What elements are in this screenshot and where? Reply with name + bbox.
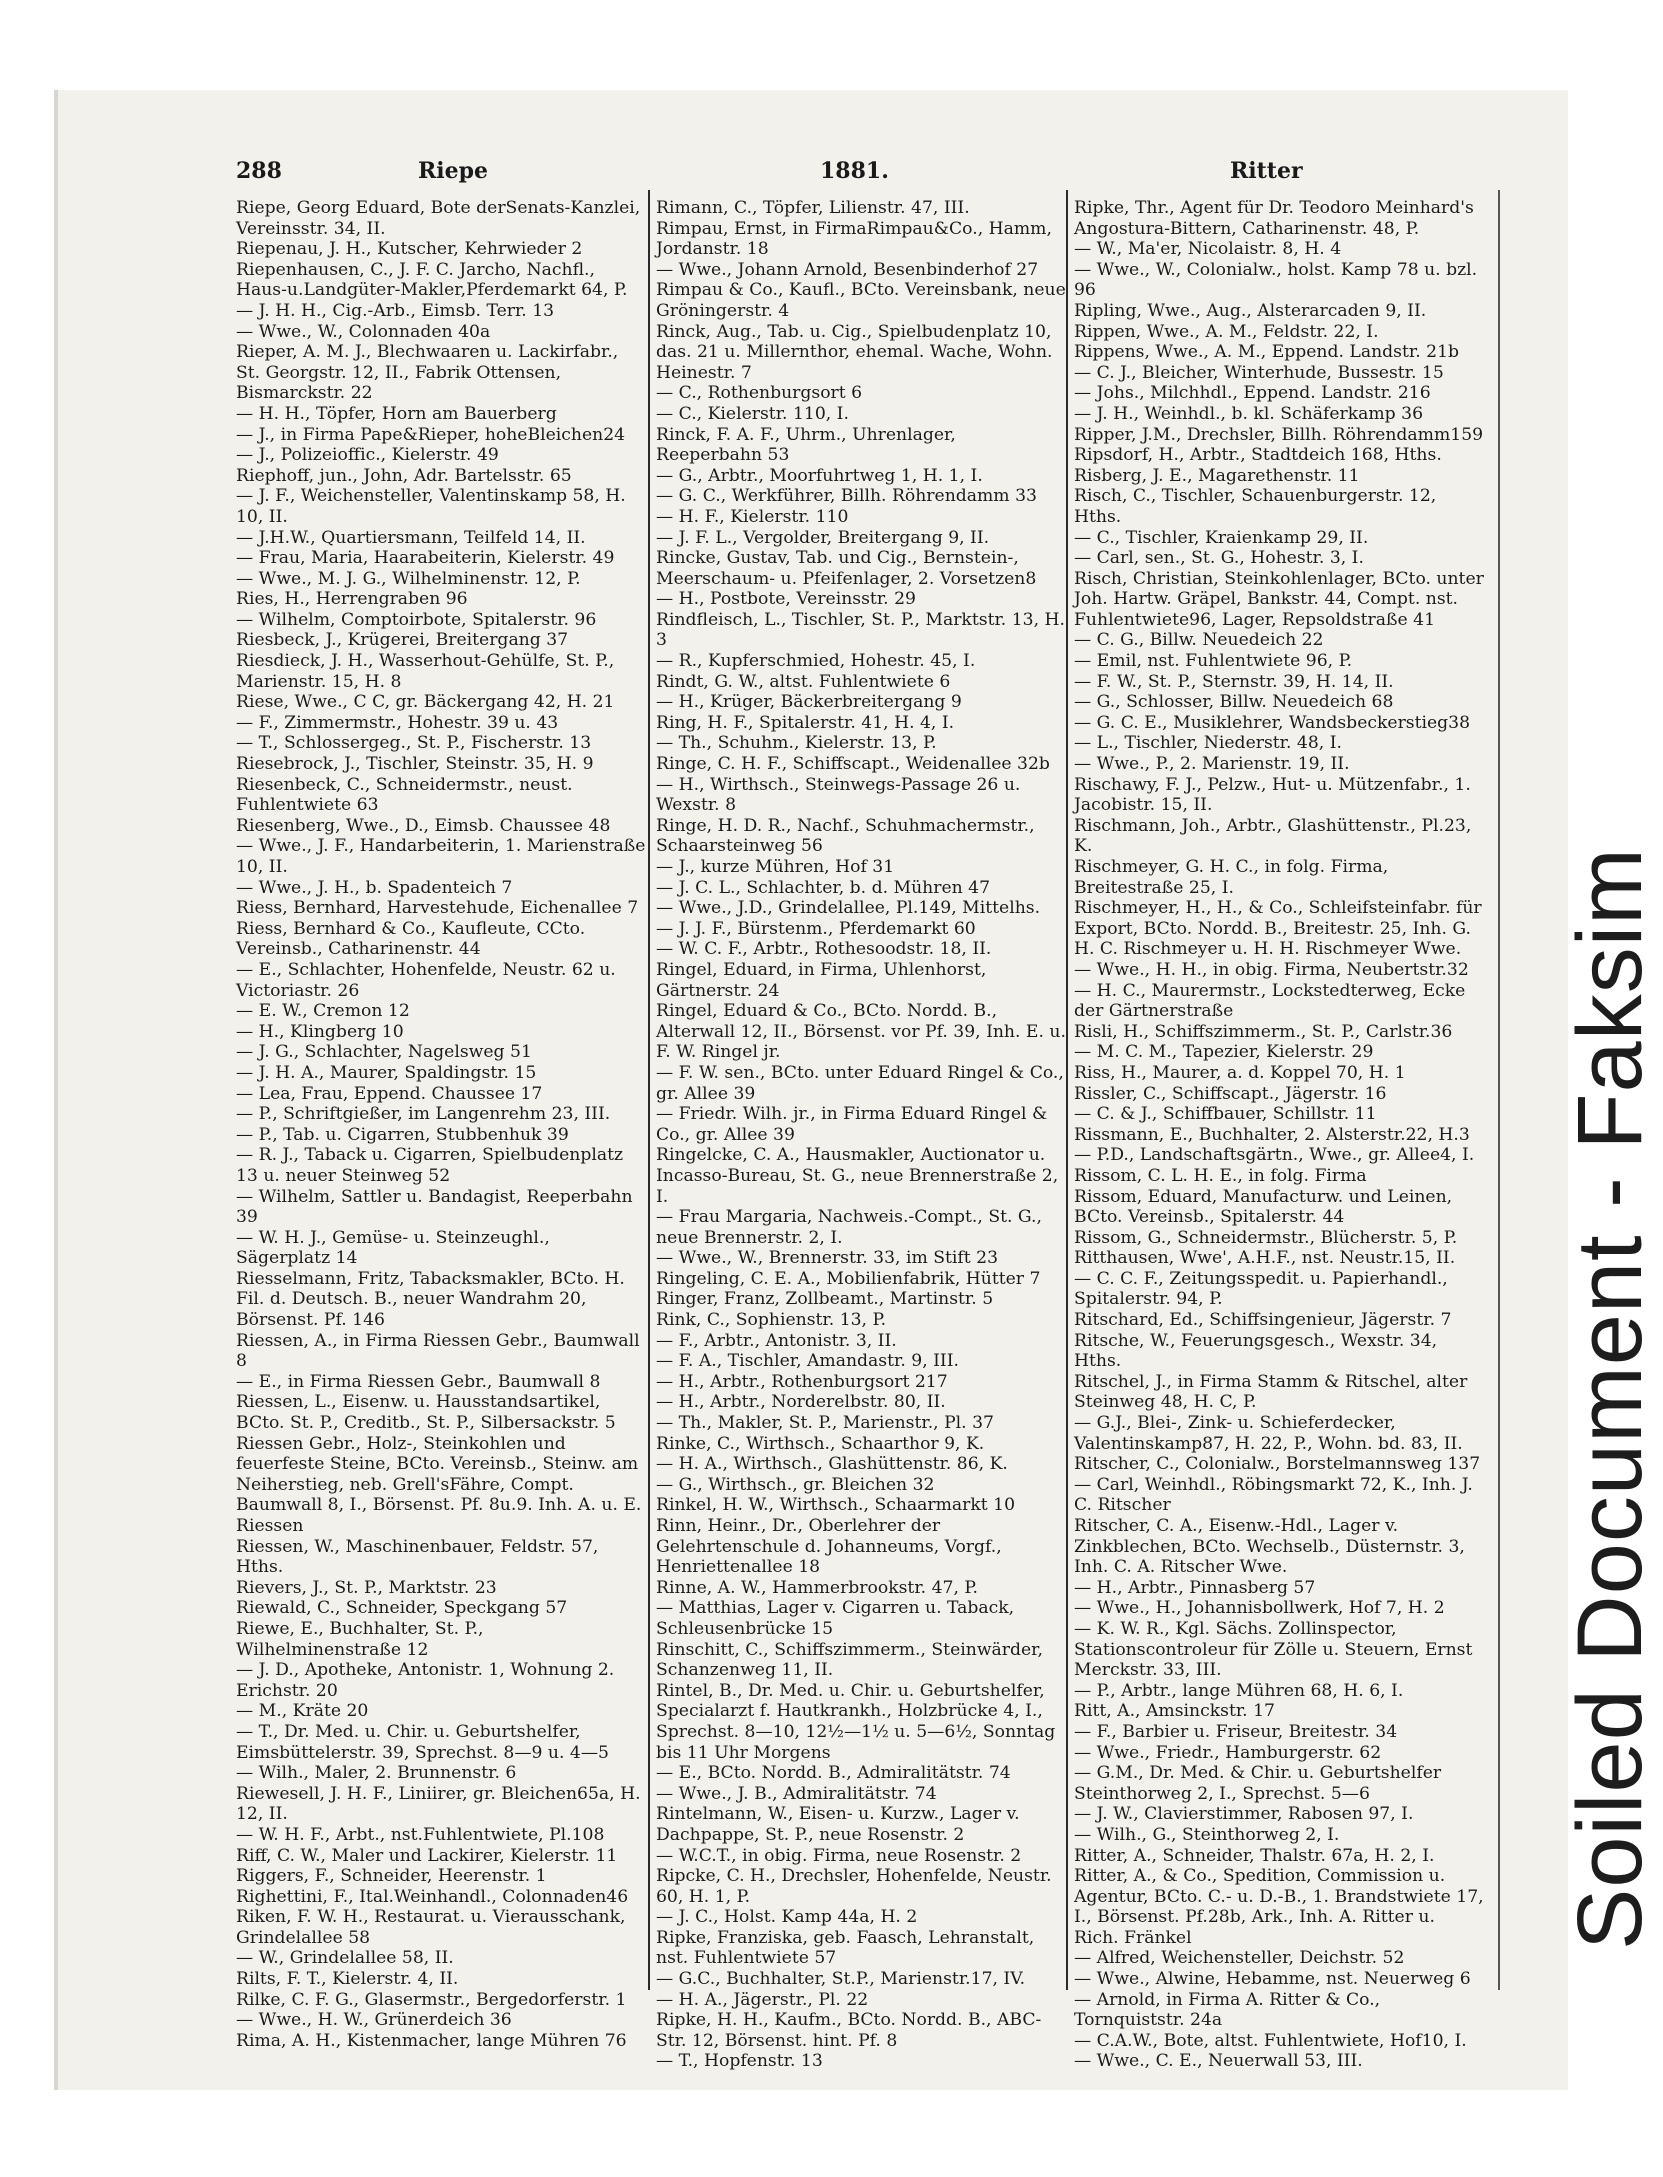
directory-entry: Riesebrock, J., Tischler, Steinstr. 35, H. 9 — [236, 754, 594, 775]
directory-entry: Rimpau & Co., Kaufl., BCto. Vereinsbank, neue Gröningerstr. 4 — [656, 280, 1066, 321]
directory-entry: Ripke, Thr., Agent für Dr. Teodoro Meinhard's Angostura-Bittern, Catharinenstr. 48, P. — [1074, 198, 1474, 239]
directory-entry: — C.A.W., Bote, altst. Fuhlentwiete, Hof10, I. — [1074, 2030, 1467, 2051]
directory-entry: Ritthausen, Wwe', A.H.F., nst. Neustr.15, II. — [1074, 1248, 1456, 1269]
directory-entry: — T., Hopfenstr. 13 — [656, 2051, 823, 2072]
directory-entry: Ringe, C. H. F., Schiffscapt., Weidenallee 32b — [656, 754, 1050, 775]
directory-entry: — E., Schlachter, Hohenfelde, Neustr. 62 u. Victoriastr. 26 — [236, 959, 616, 1001]
directory-entry: — C. J., Bleicher, Winterhude, Bussestr. 15 — [1074, 362, 1444, 383]
directory-entry: Rissler, C., Schiffscapt., Jägerstr. 16 — [1074, 1083, 1387, 1104]
directory-entry: — R. J., Taback u. Cigarren, Spielbudenplatz 13 u. neuer Steinweg 52 — [236, 1145, 624, 1186]
directory-entry: — Wwe., W., Brennerstr. 33, im Stift 23 — [656, 1248, 999, 1269]
directory-entry: — Wwe., Johann Arnold, Besenbinderhof 27 — [656, 259, 1039, 280]
directory-entry: Ritsche, W., Feuerungsgesch., Wexstr. 34, Hths. — [1074, 1330, 1438, 1372]
directory-entry: Riewesell, J. H. F., Liniirer, gr. Bleichen65a, H. 12, II. — [236, 1783, 641, 1825]
directory-entry: — J., Polizeioffic., Kielerstr. 49 — [236, 445, 499, 466]
directory-entry: — G., Arbtr., Moorfuhrtweg 1, H. 1, I. — [656, 465, 983, 486]
directory-entry: — C. & J., Schiffbauer, Schillstr. 11 — [1074, 1104, 1377, 1125]
directory-entry: — H., Arbtr., Pinnasberg 57 — [1074, 1577, 1316, 1598]
directory-entry: Ripper, J.M., Drechsler, Billh. Röhrendamm159 — [1074, 424, 1484, 445]
directory-entry: Ritt, A., Amsinckstr. 17 — [1074, 1701, 1275, 1722]
directory-entry: — Wwe., C. E., Neuerwall 53, III. — [1074, 2051, 1363, 2072]
directory-entry: — H., Wirthsch., Steinwegs-Passage 26 u. Wexstr. 8 — [656, 774, 1021, 816]
directory-entry: — H. C., Maurermstr., Lockstedterweg, Ecke der Gärtnerstraße — [1074, 980, 1466, 1022]
directory-entry: — G. C., Werkführer, Billh. Röhrendamm 33 — [656, 486, 1037, 507]
directory-entry: — Wwe., J. B., Admiralitätstr. 74 — [656, 1783, 937, 1804]
directory-entry: — W. C. F., Arbtr., Rothesoodstr. 18, II. — [656, 939, 992, 960]
directory-entry: Rinne, A. W., Hammerbrookstr. 47, P. — [656, 1577, 978, 1598]
directory-entry: — F. A., Tischler, Amandastr. 9, III. — [656, 1351, 959, 1372]
directory-entry: Rilke, C. F. G., Glasermstr., Bergedorferstr. 1 — [236, 1989, 627, 2010]
directory-entry: Riessen, L., Eisenw. u. Hausstandsartikel, BCto. St. P., Creditb., St. P., Silbersackstr. 5 — [236, 1392, 616, 1434]
directory-entry: — J. F. L., Vergolder, Breitergang 9, II. — [656, 527, 990, 548]
directory-entry: Ries, H., Herrengraben 96 — [236, 589, 468, 610]
directory-entry: — J. D., Apotheke, Antonistr. 1, Wohnung 2. Erichstr. 20 — [236, 1660, 615, 1701]
directory-entry: — C. G., Billw. Neuedeich 22 — [1074, 630, 1324, 651]
directory-entry: Riesenberg, Wwe., D., Eimsb. Chaussee 48 — [236, 815, 611, 836]
directory-column-3 — [1074, 198, 1484, 2072]
directory-entry: — C., Kielerstr. 110, I. — [656, 403, 849, 424]
directory-entry: — H. H., Töpfer, Horn am Bauerberg — [236, 403, 557, 424]
directory-entry: — H. A., Jägerstr., Pl. 22 — [656, 1989, 869, 2010]
column-rule — [648, 190, 650, 1990]
directory-entry: — G. C. E., Musiklehrer, Wandsbeckerstieg38 — [1074, 712, 1471, 733]
directory-entry: Ritschard, Ed., Schiffsingenieur, Jägerstr. 7 — [1074, 1310, 1452, 1331]
directory-entry: Ringelcke, C. A., Hausmakler, Auctionator u. Incasso-Bureau, St. G., neue Brennerstraße 2, I. — [656, 1145, 1059, 1207]
directory-entry: Rischmeyer, G. H. C., in folg. Firma, Breitestraße 25, I. — [1074, 857, 1389, 898]
directory-entry: Rievers, J., St. P., Marktstr. 23 — [236, 1577, 497, 1598]
directory-entry: — E., in Firma Riessen Gebr., Baumwall 8 — [236, 1371, 601, 1392]
directory-entry: Ritter, A., Schneider, Thalstr. 67a, H. 2, I. — [1074, 1845, 1435, 1866]
directory-entry: Risch, C., Tischler, Schauenburgerstr. 12, Hths. — [1074, 486, 1437, 527]
directory-entry: — H., Postbote, Vereinsstr. 29 — [656, 589, 916, 610]
directory-entry: Ripcke, C. H., Drechsler, Hohenfelde, Neustr. 60, H. 1, P. — [656, 1866, 1052, 1907]
directory-column-2 — [656, 198, 1066, 2072]
directory-entry: — Wwe., J. H., b. Spadenteich 7 — [236, 877, 513, 898]
directory-entry: Riff, C. W., Maler und Lackirer, Kielerstr. 11 — [236, 1845, 618, 1866]
directory-entry: — Frau Margaria, Nachweis.-Compt., St. G., neue Brennerstr. 2, I. — [656, 1207, 1042, 1248]
directory-entry: Rissmann, E., Buchhalter, 2. Alsterstr.22, H.3 — [1074, 1124, 1470, 1145]
directory-entry: Ringer, Franz, Zollbeamt., Martinstr. 5 — [656, 1289, 994, 1310]
directory-entry: Ripke, Franziska, geb. Faasch, Lehranstalt, nst. Fuhlentwiete 57 — [656, 1927, 1035, 1969]
directory-entry: Risberg, J. E., Magarethenstr. 11 — [1074, 465, 1360, 486]
directory-entry: Ringe, H. D. R., Nachf., Schuhmachermstr., Schaarsteinweg 56 — [656, 815, 1035, 857]
directory-entry: Rischmann, Joh., Arbtr., Glashüttenstr., Pl.23, K. — [1074, 815, 1472, 857]
directory-entry: Rilts, F. T., Kielerstr. 4, II. — [236, 1969, 459, 1990]
directory-entry: — Wwe., H. H., in obig. Firma, Neubertstr.32 — [1074, 959, 1469, 980]
directory-entry: Riess, Bernhard & Co., Kaufleute, CCto. Vereinsb., Catharinenstr. 44 — [236, 918, 586, 960]
directory-entry: Riesbeck, J., Krügerei, Breitergang 37 — [236, 630, 569, 651]
directory-entry: — Wilh., Maler, 2. Brunnenstr. 6 — [236, 1763, 517, 1784]
directory-entry: Riewald, C., Schneider, Speckgang 57 — [236, 1598, 568, 1619]
header-right-word: Ritter — [1230, 158, 1303, 184]
directory-entry: Ritscher, C. A., Eisenw.-Hdl., Lager v. Zinkblechen, BCto. Wechselb., Düsternstr. 3, Inh. C. A. Ritscher Wwe. — [1074, 1516, 1465, 1578]
directory-entry: Ripsdorf, H., Arbtr., Stadtdeich 168, Hths. — [1074, 445, 1442, 466]
directory-entry: Ringel, Eduard & Co., BCto. Nordd. B., Alterwall 12, II., Börsenst. vor Pf. 39, Inh. E. u. F. W. Ringel jr. — [656, 1001, 1066, 1063]
directory-entry: — F., Zimmermstr., Hohestr. 39 u. 43 — [236, 712, 559, 733]
directory-entry: Rink, C., Sophienstr. 13, P. — [656, 1310, 887, 1331]
page-edge-rule — [1498, 190, 1500, 1990]
directory-entry: Riepenau, J. H., Kutscher, Kehrwieder 2 — [236, 239, 583, 260]
directory-entry: Rippens, Wwe., A. M., Eppend. Landstr. 21b — [1074, 342, 1460, 363]
directory-entry: — F. W., St. P., Sternstr. 39, H. 14, II. — [1074, 671, 1394, 692]
directory-entry: Riess, Bernhard, Harvestehude, Eichenallee 7 — [236, 898, 639, 919]
directory-entry: — J.H.W., Quartiersmann, Teilfeld 14, II. — [236, 527, 586, 548]
page-number: 288 — [236, 158, 282, 184]
directory-entry: — J. C. L., Schlachter, b. d. Mühren 47 — [656, 877, 991, 898]
directory-entry: Rissom, C. L. H. E., in folg. Firma — [1074, 1165, 1367, 1186]
directory-entry: — F., Arbtr., Antonistr. 3, II. — [656, 1330, 897, 1351]
directory-entry: Riggers, F., Schneider, Heerenstr. 1 — [236, 1866, 547, 1887]
directory-entry: — Wwe., W., Colonialw., holst. Kamp 78 u. bzl. 96 — [1074, 259, 1478, 301]
directory-entry: — E. W., Cremon 12 — [236, 1001, 410, 1022]
directory-entry: — J. H. H., Cig.-Arb., Eimsb. Terr. 13 — [236, 300, 555, 321]
directory-entry: — Wilhelm, Comptoirbote, Spitalerstr. 96 — [236, 609, 597, 630]
directory-entry: — G.M., Dr. Med. & Chir. u. Geburtshelfer Steinthorweg 2, I., Sprechst. 5—6 — [1074, 1763, 1442, 1804]
directory-entry: — Wwe., H. W., Grünerdeich 36 — [236, 2010, 512, 2031]
directory-entry: Risch, Christian, Steinkohlenlager, BCto. unter Joh. Hartw. Gräpel, Bankstr. 44, Compt. nst. Fuhlentwiete96, Lager, Repsoldstraße 41 — [1074, 568, 1484, 630]
directory-entry: — G., Schlosser, Billw. Neuedeich 68 — [1074, 692, 1394, 713]
directory-entry: — C., Tischler, Kraienkamp 29, II. — [1074, 527, 1369, 548]
directory-entry: Rischawy, F. J., Pelzw., Hut- u. Mützenfabr., 1. Jacobistr. 15, II. — [1074, 774, 1471, 816]
directory-entry: Rinck, F. A. F., Uhrm., Uhrenlager, Reeperbahn 53 — [656, 424, 956, 466]
directory-entry: — Wwe., Alwine, Hebamme, nst. Neuerweg 6 — [1074, 1969, 1471, 1990]
directory-entry: Rintel, B., Dr. Med. u. Chir. u. Geburtshelfer, Specialarzt f. Hautkrankh., Holzbrücke 4, I., Sprechst. 8—10, 12½—1½ u. 5—6½, Sonntag bis 11 Uhr Morgens — [656, 1680, 1056, 1763]
directory-entry: Riewe, E., Buchhalter, St. P., Wilhelminenstraße 12 — [236, 1618, 484, 1660]
directory-entry: — Th., Schuhm., Kielerstr. 13, P. — [656, 733, 937, 754]
directory-entry: — Arnold, in Firma A. Ritter & Co., Tornquiststr. 24a — [1074, 1989, 1381, 2031]
directory-entry: — W. H. F., Arbt., nst.Fuhlentwiete, Pl.108 — [236, 1824, 605, 1845]
directory-entry: Rima, A. H., Kistenmacher, lange Mühren 76 — [236, 2030, 627, 2051]
directory-entry: — Lea, Frau, Eppend. Chaussee 17 — [236, 1083, 543, 1104]
directory-entry: Ritschel, J., in Firma Stamm & Ritschel, alter Steinweg 48, H. C, P. — [1074, 1371, 1468, 1413]
directory-entry: Ripke, H. H., Kaufm., BCto. Nordd. B., ABC-Str. 12, Börsenst. hint. Pf. 8 — [656, 2010, 1042, 2051]
directory-entry: — P., Schriftgießer, im Langenrehm 23, III. — [236, 1104, 611, 1125]
directory-entry: — Wwe., M. J. G., Wilhelminenstr. 12, P. — [236, 568, 581, 589]
directory-entry: — Carl, Weinhdl., Röbingsmarkt 72, K., Inh. J. C. Ritscher — [1074, 1474, 1473, 1516]
directory-entry: — C. C. F., Zeitungsspedit. u. Papierhandl., Spitalerstr. 94, P. — [1074, 1268, 1448, 1310]
directory-entry: — T., Schlossergeg., St. P., Fischerstr. 13 — [236, 733, 592, 754]
directory-entry: — R., Kupferschmied, Hohestr. 45, I. — [656, 651, 976, 672]
directory-entry: Riepenhausen, C., J. F. C. Jarcho, Nachfl., Haus-u.Landgüter-Makler,Pferdemarkt 64, P. — [236, 259, 628, 301]
directory-entry: — H., Arbtr., Norderelbstr. 80, II. — [656, 1392, 946, 1413]
directory-entry: — Matthias, Lager v. Cigarren u. Taback, Schleusenbrücke 15 — [656, 1598, 1015, 1639]
directory-entry: — F., Barbier u. Friseur, Breitestr. 34 — [1074, 1721, 1398, 1742]
directory-entry: — Wwe., Friedr., Hamburgerstr. 62 — [1074, 1742, 1382, 1763]
directory-entry: — P., Tab. u. Cigarren, Stubbenhuk 39 — [236, 1124, 569, 1145]
directory-entry: — G.J., Blei-, Zink- u. Schieferdecker, Valentinskamp87, H. 22, P., Wohn. bd. 83, II. — [1074, 1413, 1463, 1454]
directory-entry: — Wwe., J.D., Grindelallee, Pl.149, Mittelhs. — [656, 898, 1041, 919]
directory-entry: Riken, F. W. H., Restaurat. u. Vierausschank, Grindelallee 58 — [236, 1907, 626, 1948]
directory-entry: Riessen, A., in Firma Riessen Gebr., Baumwall 8 — [236, 1330, 640, 1372]
directory-entry: — Friedr. Wilh. jr., in Firma Eduard Ringel & Co., gr. Allee 39 — [656, 1104, 1048, 1145]
directory-entry: — Emil, nst. Fuhlentwiete 96, P. — [1074, 651, 1353, 672]
directory-entry: — J. C., Holst. Kamp 44a, H. 2 — [656, 1907, 918, 1928]
directory-entry: — H., Arbtr., Rothenburgsort 217 — [656, 1371, 948, 1392]
side-caption-strip — [1559, 0, 1661, 2177]
directory-entry: Rincke, Gustav, Tab. und Cig., Bernstein-, Meerschaum- u. Pfeifenlager, 2. Vorsetzen8 — [656, 548, 1037, 589]
directory-entry: Riessen Gebr., Holz-, Steinkohlen und feuerfeste Steine, BCto. Vereinsb., Steinw. am Neiherstieg, neb. Grell'sFähre, Compt. Baumwall 8, I., Börsenst. Pf. 8u.9. Inh. A. u. E. Riessen — [236, 1433, 642, 1536]
directory-entry: — H. A., Wirthsch., Glashüttenstr. 86, K. — [656, 1454, 1008, 1475]
directory-entry: Ritter, A., & Co., Spedition, Commission u. Agentur, BCto. C.- u. D.-B., 1. Brandstwiete 17, I., Börsenst. Pf.28b, Ark., Inh. A. Ritter u. Rich. Fränkel — [1074, 1866, 1484, 1948]
header-year: 1881. — [820, 158, 889, 184]
directory-entry: Riephoff, jun., John, Adr. Bartelsstr. 65 — [236, 465, 572, 486]
directory-entry: — H., Klingberg 10 — [236, 1021, 404, 1042]
directory-entry: — H. F., Kielerstr. 110 — [656, 506, 849, 527]
directory-entry: Rinkel, H. W., Wirthsch., Schaarmarkt 10 — [656, 1495, 1016, 1516]
directory-entry: — J. F., Weichensteller, Valentinskamp 58, H. 10, II. — [236, 486, 626, 527]
directory-entry: — L., Tischler, Niederstr. 48, I. — [1074, 733, 1342, 754]
directory-entry: — G.C., Buchhalter, St.P., Marienstr.17, IV. — [656, 1969, 1026, 1990]
directory-entry: — J. W., Clavierstimmer, Rabosen 97, I. — [1074, 1804, 1414, 1825]
directory-entry: Riesdieck, J. H., Wasserhout-Gehülfe, St. P., Marienstr. 15, H. 8 — [236, 651, 615, 692]
directory-entry: — Wilh., G., Steinthorweg 2, I. — [1074, 1824, 1340, 1845]
directory-entry: — T., Dr. Med. u. Chir. u. Geburtshelfer, Eimsbüttelerstr. 39, Sprechst. 8—9 u. 4—5 — [236, 1721, 609, 1763]
directory-entry: — W., Ma'er, Nicolaistr. 8, H. 4 — [1074, 239, 1342, 260]
directory-entry: Ritscher, C., Colonialw., Borstelmannsweg 137 — [1074, 1454, 1481, 1475]
directory-entry: — J., kurze Mühren, Hof 31 — [656, 857, 895, 877]
directory-entry: Rindt, G. W., altst. Fuhlentwiete 6 — [656, 671, 951, 692]
directory-entry: Ripling, Wwe., Aug., Alsterarcaden 9, II. — [1074, 300, 1427, 321]
directory-entry: — J. H., Weinhdl., b. kl. Schäferkamp 36 — [1074, 403, 1424, 424]
directory-entry: Rinck, Aug., Tab. u. Cig., Spielbudenplatz 10, das. 21 u. Millernthor, ehemal. Wache, Wohn. Heinestr. 7 — [656, 321, 1053, 383]
directory-entry: — Johs., Milchhdl., Eppend. Landstr. 216 — [1074, 383, 1431, 404]
directory-entry: — C., Rothenburgsort 6 — [656, 383, 863, 404]
directory-entry: Rimann, C., Töpfer, Lilienstr. 47, III. — [656, 198, 970, 218]
directory-entry: — W. H. J., Gemüse- u. Steinzeughl., Sägerplatz 14 — [236, 1227, 550, 1269]
directory-entry: — E., BCto. Nordd. B., Admiralitätstr. 74 — [656, 1763, 1011, 1784]
directory-entry: — K. W. R., Kgl. Sächs. Zollinspector, Stationscontroleur für Zölle u. Steuern, Ernst Merckstr. 33, III. — [1074, 1618, 1473, 1681]
directory-entry: — M., Kräte 20 — [236, 1701, 369, 1722]
column-rule — [1066, 190, 1068, 1990]
directory-entry: — J. G., Schlachter, Nagelsweg 51 — [236, 1042, 532, 1063]
directory-entry: — Wwe., H., Johannisbollwerk, Hof 7, H. 2 — [1074, 1598, 1445, 1619]
directory-entry: Rissom, G., Schneidermstr., Blücherstr. 5, P. — [1074, 1227, 1458, 1248]
header-left-word: Riepe — [418, 158, 489, 184]
directory-entry: Ring, H. F., Spitalerstr. 41, H. 4, I. — [656, 712, 955, 733]
directory-entry: Riese, Wwe., C C, gr. Bäckergang 42, H. 21 — [236, 692, 615, 713]
directory-entry: Ringel, Eduard, in Firma, Uhlenhorst, Gärtnerstr. 24 — [656, 959, 987, 1001]
directory-entry: — J. J. F., Bürstenm., Pferdemarkt 60 — [656, 918, 976, 939]
directory-entry: — Carl, sen., St. G., Hohestr. 3, I. — [1074, 548, 1364, 569]
directory-entry: Rischmeyer, H., H., & Co., Schleifsteinfabr. für Export, BCto. Nordd. B., Breitestr. 25, Inh. G. H. C. Rischmeyer u. H. H. Rischmeyer Wwe. — [1074, 898, 1482, 960]
directory-entry: Ringeling, C. E. A., Mobilienfabrik, Hütter 7 — [656, 1268, 1041, 1289]
directory-entry: — Wwe., W., Colonnaden 40a — [236, 321, 491, 342]
directory-entry: Riessen, W., Maschinenbauer, Feldstr. 57, Hths. — [236, 1536, 599, 1578]
directory-entry: — Alfred, Weichensteller, Deichstr. 52 — [1074, 1948, 1405, 1969]
directory-entry: Rinschitt, C., Schiffszimmerm., Steinwärder, Schanzenweg 11, II. — [656, 1639, 1043, 1681]
directory-entry: Rindfleisch, L., Tischler, St. P., Marktstr. 13, H. 3 — [656, 609, 1065, 651]
directory-entry: Rimpau, Ernst, in FirmaRimpau&Co., Hamm, Jordanstr. 18 — [656, 218, 1052, 260]
directory-entry: Rissom, Eduard, Manufacturw. und Leinen, BCto. Vereinsb., Spitalerstr. 44 — [1074, 1186, 1453, 1228]
directory-entry: — Th., Makler, St. P., Marienstr., Pl. 37 — [656, 1413, 994, 1434]
directory-entry: Riesenbeck, C., Schneidermstr., neust. Fuhlentwiete 63 — [236, 774, 573, 816]
directory-entry: — J. H. A., Maurer, Spaldingstr. 15 — [236, 1062, 537, 1083]
side-caption: Soiled Document - Faksim — [1559, 847, 1661, 1950]
directory-entry: Rinke, C., Wirthsch., Schaarthor 9, K. — [656, 1433, 985, 1454]
directory-entry: — Wwe., P., 2. Marienstr. 19, II. — [1074, 754, 1350, 775]
directory-entry: Rippen, Wwe., A. M., Feldstr. 22, I. — [1074, 321, 1379, 342]
directory-entry: — Frau, Maria, Haarabeiterin, Kielerstr. 49 — [236, 548, 615, 569]
directory-entry: Risli, H., Schiffszimmerm., St. P., Carlstr.36 — [1074, 1021, 1453, 1042]
directory-entry: — Wilhelm, Sattler u. Bandagist, Reeperbahn 39 — [236, 1186, 633, 1228]
directory-entry: — P.D., Landschaftsgärtn., Wwe., gr. Allee4, I. — [1074, 1145, 1475, 1166]
directory-entry: — Wwe., J. F., Handarbeiterin, 1. Marienstraße 10, II. — [236, 836, 646, 877]
directory-entry: — J., in Firma Pape&Rieper, hoheBleichen24 — [236, 424, 626, 445]
directory-entry: — H., Krüger, Bäckerbreitergang 9 — [656, 692, 962, 713]
directory-entry: — W., Grindelallee 58, II. — [236, 1948, 454, 1969]
directory-entry: — F. W. sen., BCto. unter Eduard Ringel & Co., gr. Allee 39 — [656, 1062, 1064, 1104]
directory-entry: — W.C.T., in obig. Firma, neue Rosenstr. 2 — [656, 1845, 1022, 1866]
directory-entry: Riepe, Georg Eduard, Bote derSenats-Kanzlei, Vereinsstr. 34, II. — [236, 198, 641, 239]
directory-column-1 — [236, 198, 646, 2051]
directory-entry: Rintelmann, W., Eisen- u. Kurzw., Lager v. Dachpappe, St. P., neue Rosenstr. 2 — [656, 1804, 1020, 1845]
directory-entry: Riss, H., Maurer, a. d. Koppel 70, H. 1 — [1074, 1062, 1406, 1083]
directory-entry: — G., Wirthsch., gr. Bleichen 32 — [656, 1474, 935, 1495]
directory-entry: Rieper, A. M. J., Blechwaaren u. Lackirfabr., St. Georgstr. 12, II., Fabrik Ottensen, Bismarckstr. 22 — [236, 342, 619, 404]
directory-entry: — P., Arbtr., lange Mühren 68, H. 6, I. — [1074, 1680, 1404, 1701]
directory-entry: Righettini, F., Ital.Weinhandl., Colonnaden46 — [236, 1886, 629, 1907]
directory-entry: Rinn, Heinr., Dr., Oberlehrer der Gelehrtenschule d. Johanneums, Vorgf., Henriettenallee 18 — [656, 1516, 1002, 1578]
directory-entry: — M. C. M., Tapezier, Kielerstr. 29 — [1074, 1042, 1374, 1063]
directory-entry: Riesselmann, Fritz, Tabacksmakler, BCto. H. Fil. d. Deutsch. B., neuer Wandrahm 20, Börsenst. Pf. 146 — [236, 1268, 625, 1331]
